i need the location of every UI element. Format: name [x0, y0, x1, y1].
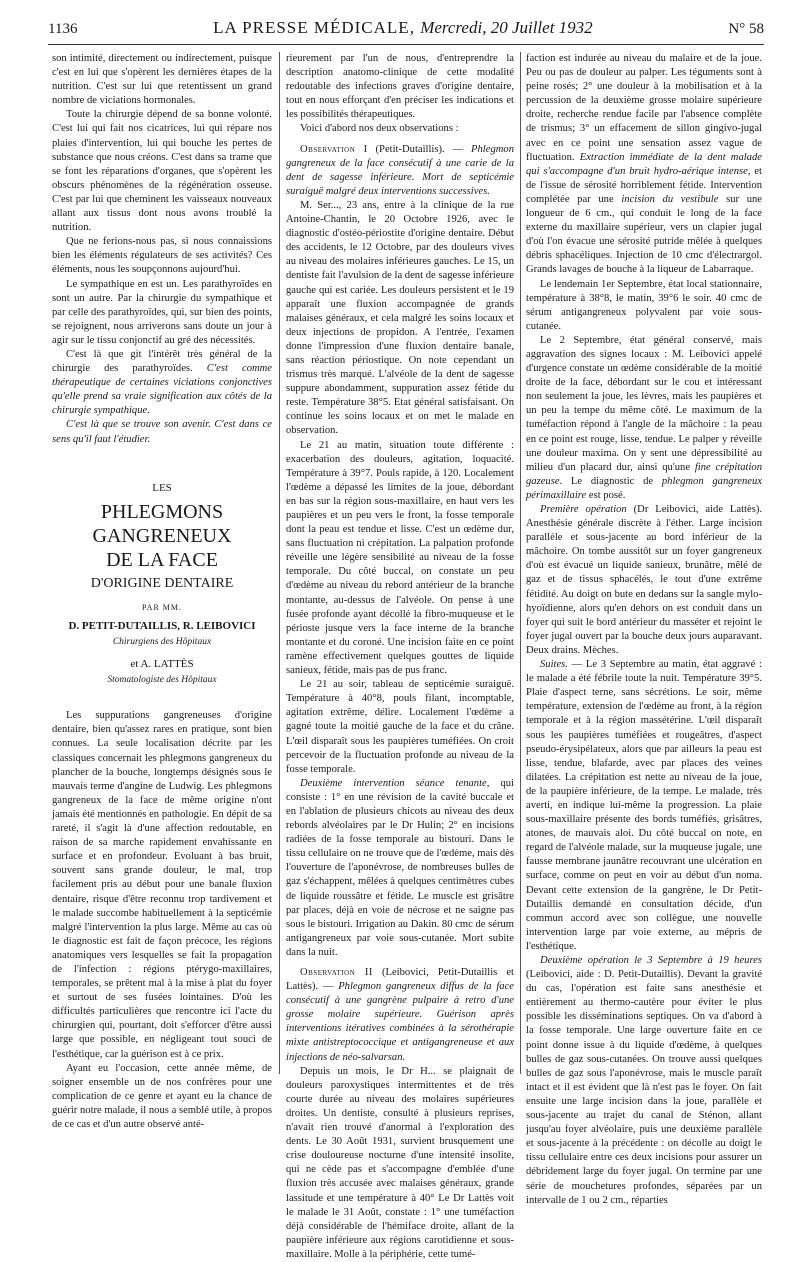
authors: D. PETIT-DUTAILLIS, R. LEIBOVICI [68, 619, 256, 632]
text-run: , qui consiste : 1° en une révision de la cavité buccale et en l'ablation de plusieurs chicots au niveau des deux rebords alvéolaires par le Dr Hulin; 2° en incisions radiées de la fosse temporale au bistouri. Dans le tissu cellulaire on ne trouve que de l'œdème, mais dès l'ouverture de l'aponévrose, de nombreuses bulles de gaz s'échappent, mêlées à quelques centimètres cubes de liquide roussâtre et fétide. Le muscle est grisâtre par places, déjà en voie de nécrose et ne saigne pas sous le bistouri. Irrigation au Dakin. 80 cmc de sérum antigangreneux par voie sous-cutanée. Mort subite dans la nuit. [286, 777, 515, 958]
text-run: — Le 3 Septembre au matin, état aggravé : le malade a été fébrile toute la nuit. Température 39°5. Plaie d'aspect terne, sans sécrétions. Le soir, même température, extension de l'œdème au front, à la région temporale et à la région massétérine. L'œil disparaît sous les paupières tuméfiées et rougeâtres, d'aspect pseudo-érysipélateux, alors que par ailleurs la peau est lisse, tendue, blafarde, avec par places des veines dilatées. La crépitation est nette au niveau de la joue, de la paupière inférieure, de la tempe. Le malade, très averti, en indique lui-même la progression. La plaie sous-maxillaire présente des bords tuméfiés, grisâtres, atones, de mauvais aloi. Du côté buccal on note, en regard de l'alvéole malade, sur la muqueuse jugale, une fausse membrane jaunâtre recouvrant une ulcération en surface, comme on peut en voir au début d'un noma. Devant cette extension de la gangrène, le Dr Petit-Dutaillis demandé en consultation décide, d'un commun accord avec son collègue, une nouvelle intervention large par voie externe, au mépris de l'esthétique. [526, 659, 762, 952]
affiliation-1: Chirurgiens des Hôpitaux [112, 637, 212, 647]
text-run: sur une longueur de 6 cm., qui conduit le long de la face externe du maxillaire supérieur, vers un clapier jugal d'où l'on évacue une sérosité putride mêlée à quelques débris sphacéliques. Injection de 10 cmc d'électrargol. Grands lavages de bouche à la liqueur de Labarraque. [526, 193, 762, 276]
title-les: LES [152, 481, 172, 494]
paragraph: Le 21 au soir, tableau de septicémie suraiguë. Température à 40°8, pouls filant, incomptable, agitation extrême, délire. Localement l'œdème a gagné toute la moitié gauche de la face et du crâne. L'œil disparaît sous les paupières tuméfiées. On croit percevoir de la fluctuation profonde au niveau de la fosse temporale. [286, 679, 514, 775]
italic-run: Première opération [540, 504, 627, 515]
paragraph: Ayant eu l'occasion, cette année même, de soigner ensemble un de nos confrères pour une complication de ce genre et ayant eu la chance de guérir notre malade, il nous a semblé utile, à propos de ce cas et d'un autre observé anté- [52, 1062, 272, 1130]
paragraph [526, 954, 762, 1208]
text-run: Le 2 Septembre, état général conservé, mais aggravation des signes locaux : M. Leibovici appelé d'urgence constate un œdème considérable de la moitié droite de la face, débordant sur le cou et intéressant non seulement la joue, les lèvres, mais les paupières et un peu la tempe du même côté. Le maximum de la tuméfaction répond à l'angle de la mâchoire : la peau en ce point est rouge, lisse, tendue. Le palper y réveille une douleur maxima. On y sent une dépressibilité au milieu d'un placard dur, ainsi qu'une [526, 334, 762, 473]
paragraph [526, 503, 762, 658]
text-run: (Leibovici, aide : D. Petit-Dutaillis). Devant la gravité du cas, l'opération est faite sans anesthésie et entièrement au thermo-cautère pour éviter le plus possible les disséminations septiques. On va d'abord à la fosse temporale. Une large ouverture faite en ce point donne issue à du liquide d'œdème, à quelques bulles de gaz sous-cutanées. On trouve aussi quelques bulles de gaz sous l'aponévrose, mais le muscle paraît intact et il est évident que là n'est pas le foyer. On fait ensuite une large incision dans la joue, parallèle et sous-jacente au trajet du canal de Sténon, allant jusqu'au foyer alvéolaire, puis une deuxième parallèle et sous-jacente à la précédente : on décolle au doigt le tissu cellulaire entre ces deux incisions pour assurer un débridement large du foyer jugal. On termine par une série de mouchetures profondes, séparées par un intervalle de 1 ou 2 cm., réparties [526, 969, 762, 1206]
issue-number: N° 58 [728, 21, 764, 37]
observation-2-heading [286, 966, 514, 1065]
observation-label: Observation I [300, 143, 368, 155]
text-run: , et de l'issue de sérosité horriblement fétide. Intervention complétée par une [526, 165, 762, 205]
column-rule-2 [520, 52, 521, 1074]
paragraph [52, 348, 272, 418]
observation-label: Observation II [300, 967, 373, 978]
article-title-block [52, 481, 272, 688]
paragraph: rieurement par l'un de nous, d'entreprendre la description anatomo-clinique de cette modalité redoutable des infections graves d'origine dentaire, tout en nous efforçant d'en préciser les indications et les possibilités thérapeutiques. [286, 53, 514, 121]
column-3 [526, 52, 762, 1206]
paragraph [286, 777, 514, 960]
paragraph: son intimité, directement ou indirectement, puisque c'est en lui que s'opèrent les dernières étapes de la nutrition. C'est sur lui que retentissent un grand nombre de viciations hormonales. [52, 53, 272, 107]
paragraph: Depuis un mois, le Dr H... se plaignait de douleurs paroxystiques intermittentes et de très courte durée au niveau des molaires supérieures droites. Un dentiste, consulté à plusieurs reprises, n'avait rien trouvé d'anormal à l'exploration des dents. Le 30 Août 1931, survient brusquement une crise douloureuse nocturne d'une intensité insolite, qui ne cède pas et s'accompagne d'emblée d'une fluxion très accusée avec malaises généraux, grande lassitude et une température à 40° Le Dr Lattès voit le malade le 31 Août, constate : 1° une tuméfaction déjà considérable de l'hémiface droite, allant de la paupière inférieure aux régions carotidienne et sous-maxillaire. Molle à la périphérie, cette tumé- [286, 1065, 514, 1260]
column-rule-1 [279, 52, 280, 1074]
italic-run: Deuxième opération le 3 Septembre à 19 heures [540, 955, 762, 966]
observation-1-heading [286, 143, 514, 199]
paragraph: Les suppurations gangreneuses d'origine dentaire, bien qu'assez rares en pratique, sont bien connues. La seule localisation décrite par les classiques concernait les phlegmons gangreneux du plancher de la bouche, longtemps désignés sous le mauvais terme d'angine de Ludwig. Les phlegmons gangreneux de la face de même origine n'ont jamais été mentionnés en pathologie. En dépit de sa rareté, il s'agit là d'une affection redoutable, en raison de sa marche rapidement envahissante en surface et en profondeur. Evoluant à bas bruit, souvent sans grande douleur, le mal, trop facilement pris au début pour une banale fluxion dentaire, risque d'être reconnu trop tardivement et le malade succombe habituellement à la septicémie malgré l'intervention la plus large. Même au cas où le diagnostic est fait de façon précoce, les régions anatomiques vers lesquelles se fait la propagation de l'infection : régions ptérygo-maxillaires, temporales, se prêtent mal à la mise à plat du foyer et surtout de ses fusées lointaines. D'où les difficultés particulières que rencontre ici l'acte du chirurgien qui, pourtant, doit s'efforcer d'être aussi large que possible, en négligeant tout souci de l'esthétique, car la guérison est à ce prix. [52, 710, 272, 1060]
italic-run: Suites. [540, 659, 568, 671]
paragraph: Voici d'abord nos deux observations : [300, 123, 459, 135]
observation-title: Phlegmon gangreneux diffus de la face consécutif à une gangrène pulpaire à retro d'une grosse molaire supérieure. Guérison après interventions itératives combinées à la sérothérapie mixte antistreptococcique et antigangreneuse et aux injections de néo-salvarsan. [286, 981, 514, 1063]
observation-title: Phlegmon gangreneux de la face consécutif à une carie de la dent de sagesse inférieure. Mort de septicémie suraiguë malgré deux interventions successives. [286, 143, 514, 197]
article-subtitle: D'ORIGINE DENTAIRE [90, 575, 234, 591]
paragraph: Le lendemain 1er Septembre, état local stationnaire, température à 38°8, le matin, 39°6 le soir. 40 cmc de sérum antigangreneux polyvalent par voie sous-cutanée. [526, 278, 762, 332]
page-number: 1136 [48, 21, 78, 37]
column-2 [286, 52, 515, 1260]
text-run: (Dr Leibovici, aide Lattès). Anesthésie générale discrète à l'éther. Large incision parallèle et sous-jacente au bord inférieur de la mâchoire. On tombe aussitôt sur un foyer gangreneux d'où est évacué un liquide sanieux, brunâtre, mêlé de gaz et de tissus sphacélés, le tout d'une extrême fétidité. Au doigt on bute en dedans sur la sangle mylo-hyoïdienne, alors qu'en dehors on est conduit dans un foyer qui suit le bord antérieur du masséter et rejoint le foyer jugal ouvert par la bouche deux jours auparavant. Deux drains. Mèches. [526, 504, 762, 656]
italic-run: fine crépitation gazeuse [526, 461, 762, 487]
italic-run: C'est comme thérapeutique de certaines viciations conjonctives qu'elle prend sa vraie signification aux côtés de la chirurgie sympathique. [52, 363, 273, 417]
column-1 [52, 52, 273, 1130]
observation-authors: (Petit-Dutaillis). — [367, 143, 472, 155]
article-title-line-1: PHLEGMONS GANGRENEUX [92, 500, 232, 547]
italic-run: incision du vestibule [621, 193, 719, 205]
text-run: est posé. [586, 489, 626, 501]
italic-run: phlegmon gangreneux périmaxillaire [526, 475, 762, 501]
paragraph: M. Ser..., 23 ans, entre à la clinique de la rue Antoine-Chantin, le 20 Octobre 1926, avec le diagnostic d'ostéo-périostite d'origine dentaire. Début des accidents, le 12 Octobre, par des douleurs vives au niveau des molaires inférieures gauches. Le 15, un dentiste fait l'avulsion de la dent de sagesse inférieure gauche qui est cariée. Les douleurs persistent et le 19 apparaît une fluxion accompagnée de grands malaises généraux, et cela malgré les soins locaux et deux injections de propidon. A l'entrée, l'examen donne l'impression d'une fluxion dentaire banale, sans réaction périostique. On note cependant un trismus très marqué. L'alvéole de la dent de sagesse suppure abondamment, suppuration assez fétide du reste. Température 38°5. Etat général satisfaisant. On continue les soins locaux et on met le malade en observation. [286, 199, 514, 437]
paragraph [526, 658, 762, 954]
observation-authors: (Leibovici, Petit-Dutaillis et Lattès). — [286, 967, 514, 993]
paragraph: Toute la chirurgie dépend de sa bonne volonté. C'est lui qui fait nos cicatrices, lui qui répare nos plaies d'intervention, lui qui bouche les pertes de substance que nous créons. C'est dans sa trame que se font les réparations d'organes, que s'opèrent les obscurs phénomènes de la régénération osseuse. C'est par lui que cheminent les vaisseaux nouveaux allant aux tissus dont nous avons troublé la nutrition. [52, 109, 272, 234]
paragraph: Que ne ferions-nous pas, si nous connaissions bien les éléments régulateurs de ses activités? Ces éléments, nous les soupçonnons aujourd'hui. [52, 236, 272, 276]
journal-name: LA PRESSE MÉDICALE, [213, 18, 415, 37]
page-header [48, 18, 764, 45]
affiliation-2: Stomatologiste des Hôpitaux [107, 675, 217, 686]
text-run: . Le diagnostic de [559, 475, 662, 487]
article-title-line-2: DE LA FACE [106, 548, 218, 571]
paragraph: Le sympathique en est un. Les parathyroïdes en sont un autre. Par la chirurgie du sympathique et par celle des parathyroïdes, qui, sur bien des points, se rejoignent, nous arriverons sans doute un jour à agir sur le tissu conjonctif au gré des nécessités. [52, 278, 272, 346]
paragraph: Le 21 au matin, situation toute différente : exacerbation des douleurs, agitation, loquacité. Température à 39°7. Pouls rapide, à 120. Localement l'œdème a dépassé les limites de la joue, débordant en bas sur la région sous-maxillaire, en haut vers les paupières et un peu vers le front, la fosse temporale dont la peau est tendue et lisse. C'est un œdème dur, sans fluctuation ni crépitation. La palpation profonde réveille une légère sensibilité au niveau de la fosse temporale. Du côté buccal, on constate un peu d'œdème au niveau du rebord antérieur de la branche montante, au-dessus de l'alvéole. On pense à une fusée profonde ayant décollé la fibro-muqueuse et le périoste jusque vers la face interne de la branche montante et du coroné. Une incision faite en ce point ramène effectivement quelques gouttes de liquide sanieux, fétide, mais pas de pus franc. [286, 439, 514, 677]
byline-par: PAR MM. [141, 602, 183, 612]
italic-run: Extraction immédiate de la dent malade qui s'accompagne d'un bruit hydro-aérique intense [526, 151, 762, 177]
author-2: et A. LATTÈS [130, 658, 194, 671]
journal-title [213, 18, 593, 38]
text-run: C'est là que git l'intérêt très général de la chirurgie des parathyroïdes. [52, 348, 272, 375]
paragraph: C'est là que se trouve son avenir. C'est dans ce sens qu'il faut l'étudier. [52, 419, 272, 445]
italic-run: Deuxième intervention séance tenante [300, 777, 487, 789]
paragraph [526, 52, 762, 278]
paragraph [526, 334, 762, 503]
issue-date: Mercredi, 20 Juillet 1932 [420, 18, 593, 37]
text-run: faction est indurée au niveau du malaire et de la joue. Peu ou pas de douleur au palper. Les téguments sont à peine rosés; 2° une douleur à la mobilisation et à la percussion de la deuxième grosse molaire supérieure droite, recherche rendue facile par l'absence complète de trismus; 3° un effacement de sillon gingivo-jugal avec en ce point une sensation assez vague de fluctuation. [526, 53, 762, 163]
